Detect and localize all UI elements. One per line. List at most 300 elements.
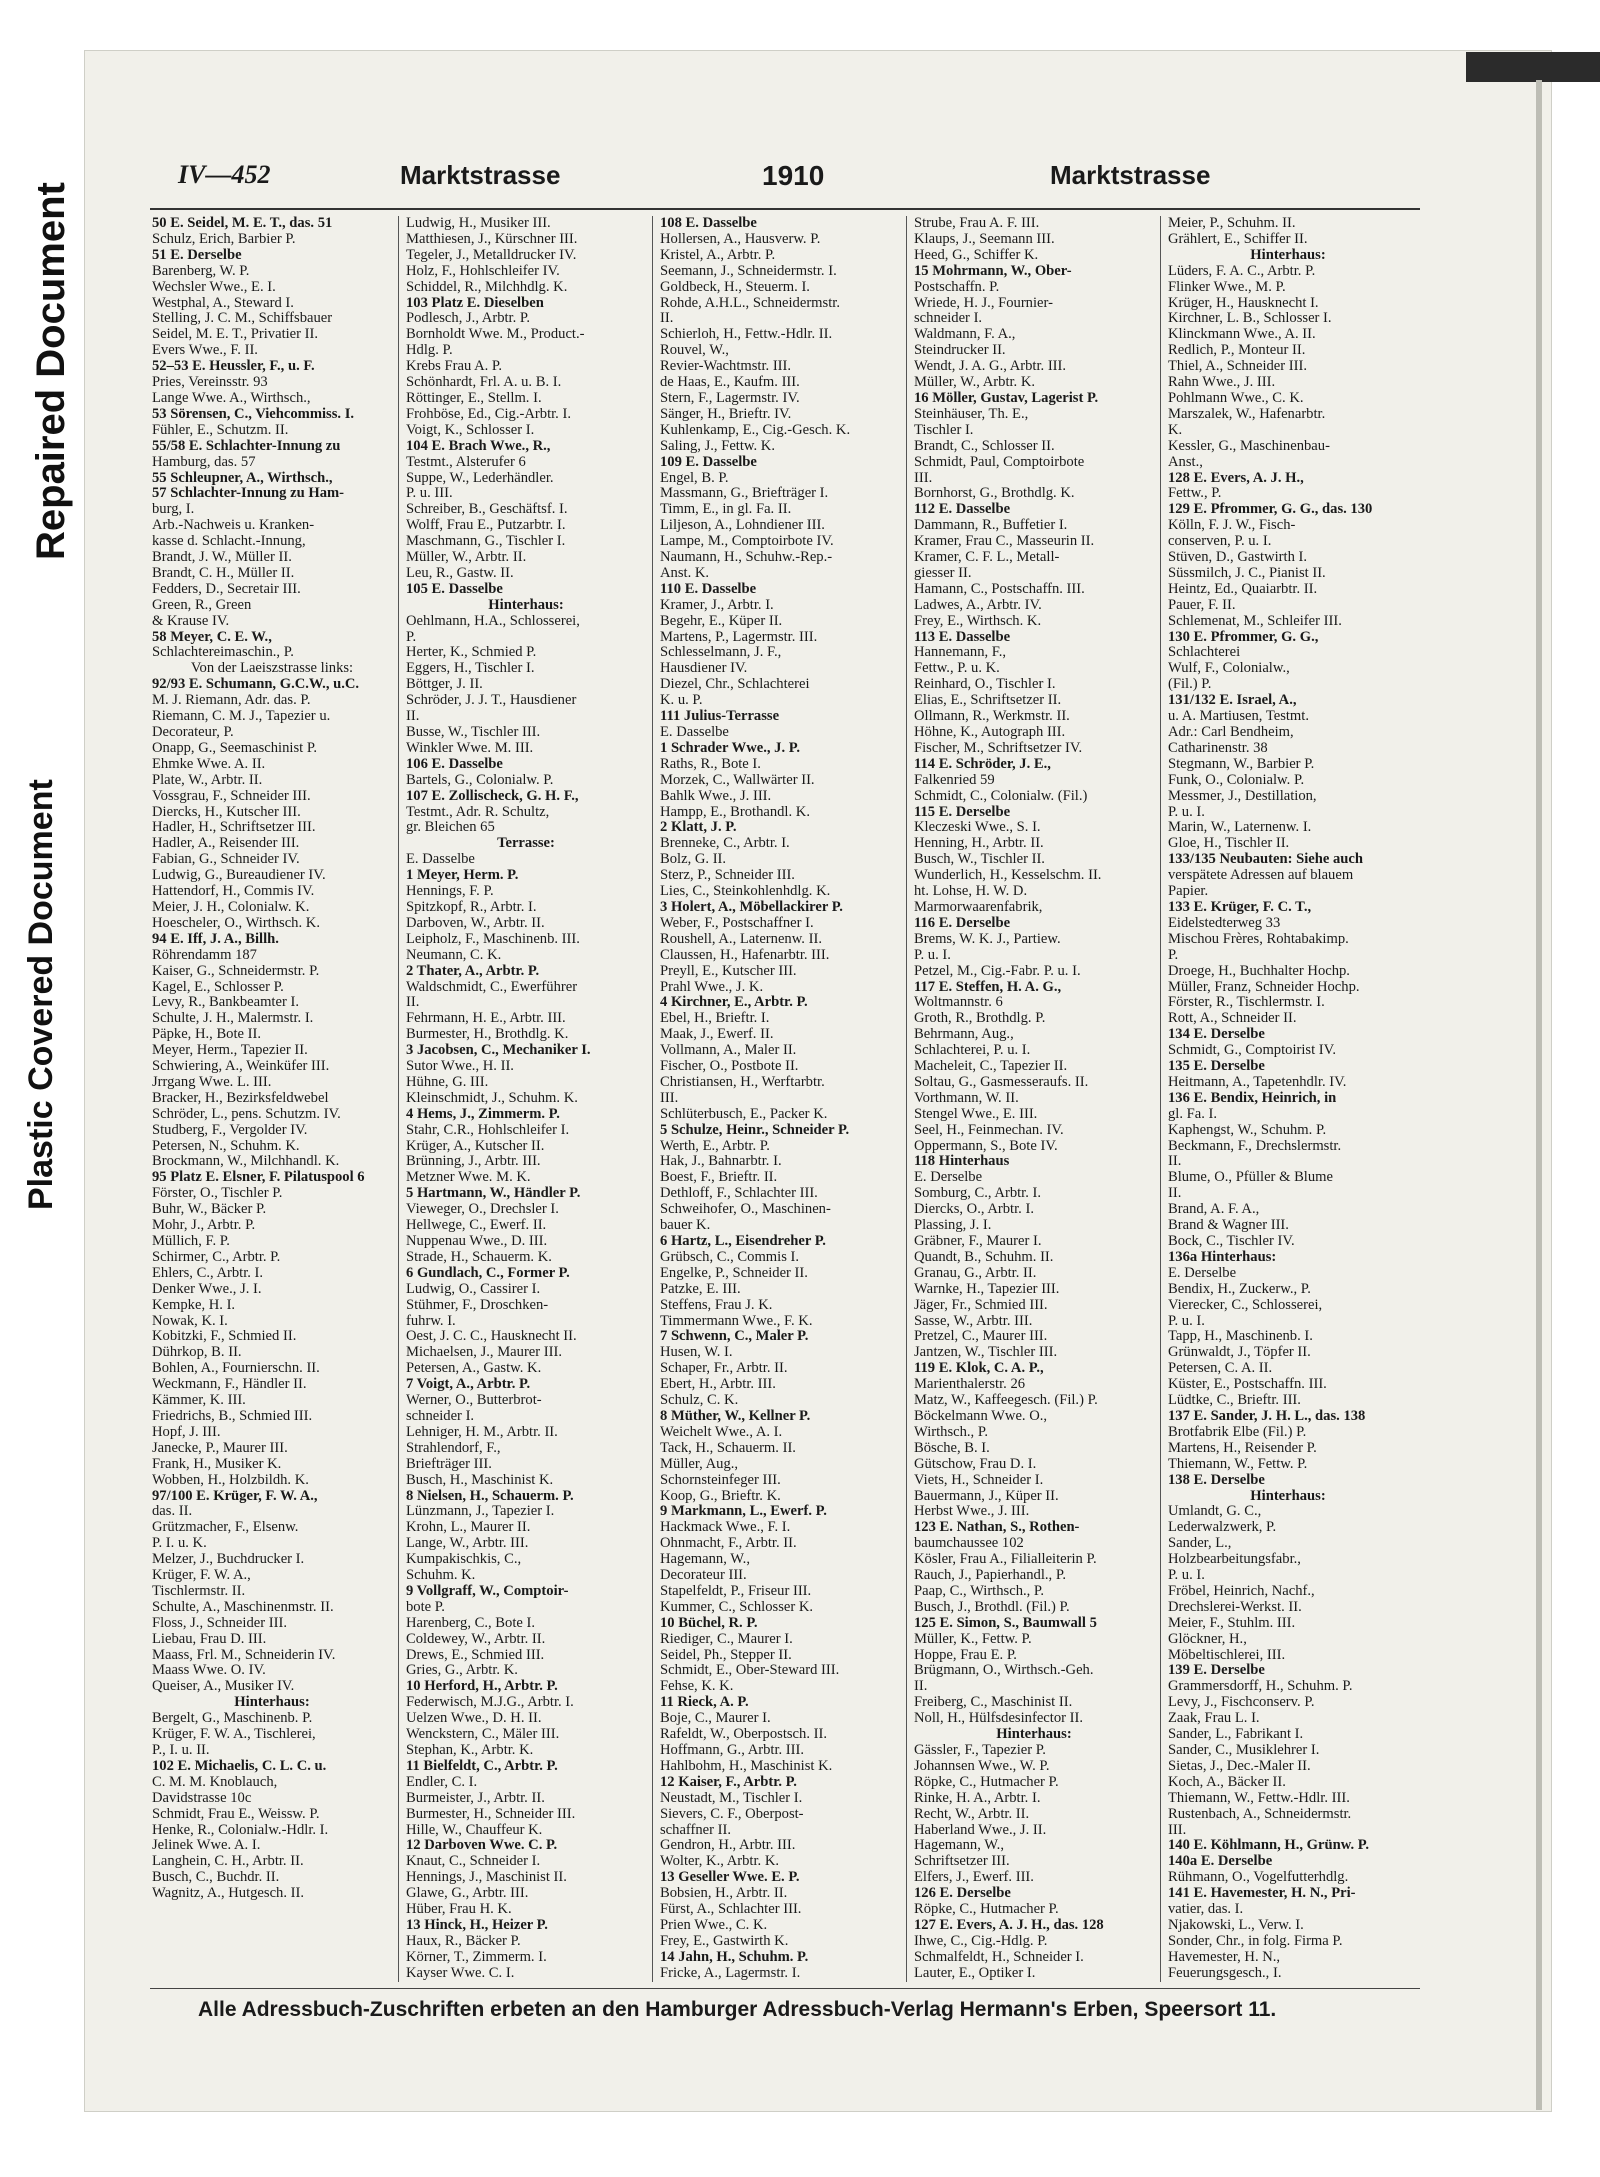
directory-entry: Janecke, P., Maurer III. <box>152 1440 288 1456</box>
directory-entry: Spitzkopf, R., Arbtr. I. <box>406 899 537 915</box>
directory-entry: 129 E. Pfrommer, G. G., das. 130 <box>1168 502 1373 518</box>
directory-entry: vatier, das. I. <box>1168 1902 1244 1918</box>
directory-entry: Feuerungsgesch., I. <box>1168 1965 1282 1981</box>
directory-entry: Röhrendamm 187 <box>152 947 257 963</box>
directory-entry: P. I. u. K. <box>152 1536 207 1552</box>
directory-entry: 107 E. Zollischeck, G. H. F., <box>406 788 579 804</box>
directory-entry: 53 Sörensen, C., Viehcommiss. I. <box>152 406 355 422</box>
directory-entry: Bendix, H., Zuckerw., P. <box>1168 1281 1311 1297</box>
directory-entry: Pauer, F. II. <box>1168 597 1236 613</box>
directory-entry: Ludwig, G., Bureaudiener IV. <box>152 868 326 884</box>
directory-entry: Vorthmann, W. II. <box>914 1090 1019 1106</box>
directory-entry: 3 Jacobsen, C., Mechaniker I. <box>406 1043 591 1059</box>
directory-entry: Krüger, F. W. A., <box>152 1568 251 1584</box>
directory-entry: 6 Hartz, L., Eisendreher P. <box>660 1234 826 1249</box>
directory-entry: Funk, O., Colonialw. P. <box>1168 772 1305 788</box>
scan-edge-line <box>1536 80 1542 2110</box>
directory-entry: u. A. Martiusen, Testmt. <box>1168 709 1309 725</box>
directory-entry: III. <box>914 470 933 486</box>
directory-entry: 102 E. Michaelis, C. L. C. u. <box>152 1758 327 1774</box>
directory-entry: Süssmilch, J. C., Pianist II. <box>1168 565 1326 581</box>
directory-entry: Strube, Frau A. F. III. <box>914 216 1040 231</box>
directory-entry: Brand & Wagner III. <box>1168 1218 1289 1234</box>
directory-entry: Decorateur, P. <box>152 725 234 740</box>
directory-entry: Heitmann, A., Tapetenhdlr. IV. <box>1168 1074 1347 1090</box>
directory-entry: Förster, O., Tischler P. <box>152 1186 283 1202</box>
directory-entry: Ludwig, H., Musiker III. <box>406 216 551 231</box>
directory-entry: Ebert, H., Arbtr. III. <box>660 1377 776 1393</box>
directory-entry: Metzner Wwe. M. K. <box>406 1170 531 1186</box>
directory-entry: 109 E. Dasselbe <box>660 454 757 470</box>
directory-entry: Diercks, H., Kutscher III. <box>152 804 301 820</box>
directory-entry: 140 E. Köhlmann, H., Grünw. P. <box>1168 1838 1369 1854</box>
directory-entry: 111 Julius-Terrasse <box>660 709 780 725</box>
directory-entry: Pohlmann Wwe., C. K. <box>1168 390 1304 406</box>
directory-entry: 1 Meyer, Herm. P. <box>406 868 519 884</box>
directory-entry: Kramer, Frau C., Masseurin II. <box>914 534 1095 550</box>
directory-entry: Wriede, H. J., Fournier- <box>914 295 1053 311</box>
directory-entry: 116 E. Derselbe <box>914 915 1011 931</box>
directory-entry: Wolff, Frau E., Putzarbtr. I. <box>406 518 566 534</box>
directory-entry: Rafeldt, W., Oberpostsch. II. <box>660 1727 827 1743</box>
directory-entry: II. <box>660 311 674 327</box>
directory-entry: Schlachtereimaschin., P. <box>152 645 294 661</box>
directory-columns <box>152 216 1424 1982</box>
directory-entry: Bock, C., Tischler IV. <box>1168 1234 1295 1249</box>
directory-entry: bauer K. <box>660 1218 711 1234</box>
directory-entry: Somburg, C., Arbtr. I. <box>914 1186 1042 1202</box>
directory-entry: Massmann, G., Briefträger I. <box>660 486 829 502</box>
directory-entry: Sutor Wwe., H. II. <box>406 1059 514 1075</box>
directory-entry: 2 Thater, A., Arbtr. P. <box>406 963 540 979</box>
directory-entry: giesser II. <box>914 565 972 581</box>
directory-entry: Schulz, C. K. <box>660 1393 739 1409</box>
directory-entry: 104 E. Brach Wwe., R., <box>406 438 551 454</box>
directory-entry: Floss, J., Schneider III. <box>152 1615 287 1631</box>
directory-entry: Sander, L., <box>1168 1536 1232 1552</box>
directory-entry: Plate, W., Arbtr. II. <box>152 772 263 788</box>
directory-entry: Röttinger, E., Stellm. I. <box>406 390 542 406</box>
directory-entry: Darboven, W., Arbtr. II. <box>406 915 545 931</box>
directory-entry: Fischer, O., Postbote II. <box>660 1059 799 1075</box>
directory-entry: Rohde, A.H.L., Schneidermstr. <box>660 295 840 311</box>
directory-entry: 5 Hartmann, W., Händler P. <box>406 1186 581 1202</box>
directory-entry: Rühmann, O., Vogelfutterhdlg. <box>1168 1870 1349 1886</box>
directory-entry: burg, I. <box>152 502 195 518</box>
directory-entry: Warnke, H., Tapezier III. <box>914 1281 1060 1297</box>
directory-entry: Wirthsch., P. <box>914 1424 989 1440</box>
directory-entry: Müller, W., Arbtr. K. <box>914 375 1036 391</box>
directory-entry: Stühmer, F., Droschken- <box>406 1297 549 1313</box>
column-1 <box>152 216 392 1982</box>
directory-entry: Herter, K., Schmied P. <box>406 645 537 661</box>
directory-entry: Hoppe, Frau E. P. <box>914 1647 1017 1663</box>
directory-entry: Koop, G., Brieftr. K. <box>660 1488 781 1504</box>
directory-entry: 103 Platz E. Dieselben <box>406 295 544 311</box>
directory-entry: Lauter, E., Optiker I. <box>914 1965 1036 1981</box>
directory-entry: Förster, R., Tischlermstr. I. <box>1168 995 1325 1011</box>
directory-entry: 7 Schwenn, C., Maler P. <box>660 1329 809 1345</box>
directory-entry: Lange Wwe. A., Wirthsch., <box>152 390 311 406</box>
directory-entry: Schweihofer, O., Maschinen- <box>660 1202 831 1218</box>
directory-entry: Frey, E., Gastwirth K. <box>660 1933 789 1949</box>
street-name-left: Marktstrasse <box>400 160 561 190</box>
directory-entry: Hennings, J., Maschinist II. <box>406 1870 567 1886</box>
directory-entry: Hinterhaus: <box>1250 1488 1326 1504</box>
directory-entry: schneider I. <box>406 1408 475 1424</box>
directory-entry: Möbeltischlerei, III. <box>1168 1647 1286 1663</box>
directory-entry: Brotfabrik Elbe (Fil.) P. <box>1168 1424 1307 1440</box>
directory-entry: Wendt, J. A. G., Arbtr. III. <box>914 359 1067 375</box>
directory-entry: Schlemenat, M., Schleifer III. <box>1168 613 1342 629</box>
directory-entry: Timmermann Wwe., F. K. <box>660 1313 813 1329</box>
directory-entry: Brandt, C., Schlosser II. <box>914 438 1055 454</box>
directory-entry: Hagemann, W., <box>914 1838 1004 1854</box>
directory-entry: Gräbner, F., Maurer I. <box>914 1234 1042 1249</box>
directory-entry: E. Derselbe <box>1168 1265 1237 1281</box>
directory-entry: 11 Bielfeldt, C., Arbtr. P. <box>406 1758 558 1774</box>
directory-entry: II. <box>1168 1154 1182 1170</box>
directory-entry: C. M. M. Knoblauch, <box>152 1774 278 1790</box>
directory-entry: Hopf, J. III. <box>152 1424 221 1440</box>
directory-entry: Müller, Franz, Schneider Hochp. <box>1168 979 1360 995</box>
directory-entry: Schmidt, Frau E., Weissw. P. <box>152 1806 320 1822</box>
directory-entry: Busch, C., Buchdr. II. <box>152 1870 280 1886</box>
directory-entry: 8 Müther, W., Kellner P. <box>660 1408 811 1424</box>
directory-entry: Strade, H., Schauerm. K. <box>406 1249 552 1265</box>
directory-entry: Naumann, H., Schuhw.-Rep.- <box>660 550 833 566</box>
directory-entry: Seidel, M. E. T., Privatier II. <box>152 327 319 343</box>
directory-entry: Anst., <box>1168 454 1203 470</box>
directory-entry: P. u. I. <box>1168 1568 1205 1584</box>
page-header <box>178 160 1428 194</box>
directory-entry: Fühler, E., Schutzm. II. <box>152 422 289 438</box>
directory-entry: Brünning, J., Arbtr. III. <box>406 1154 541 1170</box>
directory-entry: Schröder, J. J. T., Hausdiener <box>406 693 577 709</box>
directory-entry: P. u. I. <box>914 947 951 963</box>
directory-entry: schneider I. <box>914 311 983 327</box>
directory-entry: 118 Hinterhaus <box>914 1154 1010 1170</box>
directory-entry: Testmt., Adr. R. Schultz, <box>406 804 550 820</box>
directory-entry: 52–53 E. Heussler, F., u. F. <box>152 359 315 375</box>
directory-entry: 10 Büchel, R. P. <box>660 1615 758 1631</box>
directory-entry: Lüdtke, C., Brieftr. III. <box>1168 1393 1301 1409</box>
column-divider <box>652 216 653 1982</box>
directory-entry: Langhein, C. H., Arbtr. II. <box>152 1854 304 1870</box>
directory-entry: K. <box>1168 422 1183 438</box>
directory-entry: Blume, O., Pfüller & Blume <box>1168 1170 1333 1186</box>
scan-edge-bar <box>1466 52 1600 82</box>
directory-entry: Groth, R., Brothdlg. P. <box>914 1011 1046 1027</box>
directory-entry: Wechsler Wwe., E. I. <box>152 279 276 295</box>
column-5 <box>1168 216 1408 1982</box>
directory-entry: Elias, E., Schriftsetzer II. <box>914 693 1062 709</box>
directory-entry: de Haas, E., Kaufm. III. <box>660 375 800 391</box>
directory-entry: Henning, H., Arbtr. II. <box>914 836 1044 852</box>
directory-entry: III. <box>660 1090 679 1106</box>
directory-entry: Jrrgang Wwe. L. III. <box>152 1074 272 1090</box>
directory-entry: III. <box>1168 1822 1187 1838</box>
directory-entry: Liebau, Frau D. III. <box>152 1631 267 1647</box>
directory-entry: Seidel, Ph., Stepper II. <box>660 1647 792 1663</box>
directory-entry: Lies, C., Steinkohlenhdlg. K. <box>660 884 831 900</box>
directory-entry: Stegmann, W., Barbier P. <box>1168 756 1315 772</box>
directory-entry: Haberland Wwe., J. II. <box>914 1822 1047 1838</box>
directory-entry: Reinhard, O., Tischler I. <box>914 677 1056 693</box>
directory-entry: Röpke, C., Hutmacher P. <box>914 1902 1059 1918</box>
directory-entry: 110 E. Dasselbe <box>660 581 757 597</box>
directory-entry: Kaiser, G., Schneidermstr. P. <box>152 963 320 979</box>
directory-entry: 55 Schleupner, A., Wirthsch., <box>152 470 333 486</box>
directory-entry: Harenberg, C., Bote I. <box>406 1615 536 1631</box>
directory-entry: Petersen, N., Schuhm. K. <box>152 1138 300 1154</box>
directory-entry: P. u. I. <box>1168 804 1205 820</box>
directory-entry: Kleinschmidt, J., Schuhm. K. <box>406 1090 578 1106</box>
directory-entry: Wunderlich, H., Kesselschm. II. <box>914 868 1102 884</box>
directory-entry: Stern, F., Lagermstr. IV. <box>660 390 800 406</box>
directory-entry: 12 Kaiser, F., Arbtr. P. <box>660 1774 797 1790</box>
directory-entry: verspätete Adressen auf blauem <box>1168 868 1354 884</box>
directory-entry: Schmidt, Paul, Comptoirbote <box>914 454 1085 470</box>
directory-entry: Maschmann, G., Tischler I. <box>406 534 566 550</box>
directory-entry: Rauch, J., Papierhandl., P. <box>914 1568 1067 1584</box>
directory-entry: 141 E. Havemester, H. N., Pri- <box>1168 1886 1356 1902</box>
directory-entry: Von der Laeiszstrasse links: <box>190 661 354 677</box>
directory-entry: 16 Möller, Gustav, Lagerist P. <box>914 390 1099 406</box>
directory-entry: Rouvel, W., <box>660 343 729 359</box>
directory-entry: Hüber, Frau H. K. <box>406 1902 512 1918</box>
directory-entry: Hinterhaus: <box>234 1695 310 1711</box>
directory-entry: Schmidt, E., Ober-Steward III. <box>660 1663 840 1679</box>
directory-entry: Hannemann, F., <box>914 645 1007 661</box>
directory-entry: Kösler, Frau A., Filialleiterin P. <box>914 1552 1097 1568</box>
directory-entry: Kramer, C. F. L., Metall- <box>914 550 1060 566</box>
directory-entry: Leipholz, F., Maschinenb. III. <box>406 931 580 947</box>
directory-entry: Hdlg. P. <box>406 343 453 359</box>
directory-entry: Lünzmann, J., Tapezier I. <box>406 1504 555 1520</box>
directory-entry: Prahl Wwe., J. K. <box>660 979 764 995</box>
directory-entry: 139 E. Derselbe <box>1168 1663 1265 1679</box>
directory-entry: Körner, T., Zimmerm. I. <box>406 1949 547 1965</box>
directory-entry: Maass Wwe. O. IV. <box>152 1663 266 1679</box>
directory-entry: 128 E. Evers, A. J. H., <box>1168 470 1304 486</box>
directory-entry: Kobitzki, F., Schmied II. <box>152 1329 297 1345</box>
directory-entry: Heintz, Ed., Quaiarbtr. II. <box>1168 581 1318 597</box>
directory-entry: 15 Mohrmann, W., Ober- <box>914 263 1072 279</box>
directory-entry: Fürst, A., Schlachter III. <box>660 1902 802 1918</box>
directory-entry: Lampe, M., Comptoirbote IV. <box>660 534 834 550</box>
directory-entry: Hennings, F. P. <box>406 884 494 900</box>
directory-entry: Eggers, H., Tischler I. <box>406 661 535 677</box>
directory-entry: 14 Jahn, H., Schuhm. P. <box>660 1949 809 1965</box>
directory-entry: Müllich, F. P. <box>152 1234 230 1249</box>
directory-entry: Schulte, J. H., Malermstr. I. <box>152 1011 314 1027</box>
directory-entry: Suppe, W., Lederhändler. <box>406 470 554 486</box>
directory-entry: Onapp, G., Seemaschinist P. <box>152 740 317 756</box>
directory-entry: Quandt, B., Schuhm. II. <box>914 1249 1054 1265</box>
directory-entry: Schornsteinfeger III. <box>660 1472 781 1488</box>
directory-entry: schaffner II. <box>660 1822 732 1838</box>
directory-entry: Pretzel, C., Maurer III. <box>914 1329 1048 1345</box>
directory-entry: Müller, K., Fettw. P. <box>914 1631 1032 1647</box>
directory-entry: Green, R., Green <box>152 597 252 613</box>
directory-entry: Hamburg, das. 57 <box>152 454 256 470</box>
directory-entry: Maass, Frl. M., Schneiderin IV. <box>152 1647 336 1663</box>
directory-entry: Terrasse: <box>497 836 555 852</box>
directory-entry: Frey, E., Wirthsch. K. <box>914 613 1042 629</box>
directory-entry: Gries, G., Arbtr. K. <box>406 1663 518 1679</box>
directory-entry: Studberg, F., Vergolder IV. <box>152 1122 308 1138</box>
directory-entry: Lüders, F. A. C., Arbtr. P. <box>1168 263 1316 279</box>
directory-entry: Frank, H., Musiker K. <box>152 1456 282 1472</box>
directory-entry: Brand, A. F. A., <box>1168 1202 1260 1218</box>
directory-entry: Schlachterei <box>1168 645 1241 661</box>
footer-notice: Alle Adressbuch-Zuschriften erbeten an den Hamburger Adressbuch-Verlag Hermann's Erben, Speersort 11. <box>198 1998 1277 2021</box>
directory-entry: 127 E. Evers, A. J. H., das. 128 <box>914 1917 1104 1933</box>
directory-entry: Krüger, H., Hausknecht I. <box>1168 295 1319 311</box>
directory-entry: Matz, W., Kaffeegesch. (Fil.) P. <box>914 1393 1098 1409</box>
directory-entry: Mischou Frères, Rohtabakimp. <box>1168 931 1349 947</box>
directory-entry: 115 E. Derselbe <box>914 804 1011 820</box>
directory-entry: Tegeler, J., Metalldrucker IV. <box>406 247 577 263</box>
directory-entry: Krüger, F. W. A., Tischlerei, <box>152 1727 316 1743</box>
directory-entry: Jäger, Fr., Schmied III. <box>914 1297 1048 1313</box>
directory-entry: Bahlk Wwe., J. III. <box>660 788 772 804</box>
directory-entry: Schulz, Erich, Barbier P. <box>152 231 296 247</box>
directory-entry: Fehse, K. K. <box>660 1679 734 1695</box>
directory-entry: Thiemann, W., Fettw.-Hdlr. III. <box>1168 1790 1350 1806</box>
directory-entry: Elfers, J., Ewerf. III. <box>914 1870 1034 1886</box>
directory-entry: Noll, H., Hülfsdesinfector II. <box>914 1711 1084 1727</box>
directory-entry: Johannsen Wwe., W. P. <box>914 1758 1050 1774</box>
directory-entry: 97/100 E. Krüger, F. W. A., <box>152 1488 318 1504</box>
directory-entry: Sonder, Chr., in folg. Firma P. <box>1168 1933 1343 1949</box>
directory-entry: Bolz, G. II. <box>660 852 727 868</box>
directory-entry: Leu, R., Gastw. II. <box>406 565 514 581</box>
directory-entry: Ludwig, O., Cassirer I. <box>406 1281 541 1297</box>
directory-entry: Granau, G., Arbtr. II. <box>914 1265 1037 1281</box>
directory-entry: Catharinenstr. 38 <box>1168 740 1268 756</box>
directory-entry: Holzbearbeitungsfabr., <box>1168 1552 1301 1568</box>
directory-entry: Meier, F., Stuhlm. III. <box>1168 1615 1296 1631</box>
directory-entry: Müller, Aug., <box>660 1456 739 1472</box>
directory-entry: Brandt, J. W., Müller II. <box>152 550 292 566</box>
directory-entry: Hattendorf, H., Commis IV. <box>152 884 315 900</box>
directory-entry: M. J. Riemann, Adr. das. P. <box>152 693 311 709</box>
directory-entry: Brandt, C. H., Müller II. <box>152 565 295 581</box>
directory-entry: Bracker, H., Bezirksfeldwebel <box>152 1090 329 1106</box>
directory-entry: Steinhäuser, Th. E., <box>914 406 1029 422</box>
directory-entry: Grünwaldt, J., Töpfer II. <box>1168 1345 1311 1361</box>
directory-entry: ht. Lohse, H. W. D. <box>914 884 1028 900</box>
directory-entry: Engelke, P., Schneider II. <box>660 1265 808 1281</box>
directory-entry: Sterz, P., Schneider III. <box>660 868 795 884</box>
directory-entry: Petzel, M., Cig.-Fabr. P. u. I. <box>914 963 1081 979</box>
directory-entry: Bornhorst, G., Brothdlg. K. <box>914 486 1075 502</box>
page-number: IV—452 <box>178 160 271 189</box>
directory-entry: Böckelmann Wwe. O., <box>914 1408 1048 1424</box>
directory-entry: 3 Holert, A., Möbellackirer P. <box>660 899 843 915</box>
footer-rule <box>150 1988 1420 1989</box>
directory-entry: Buhr, W., Bäcker P. <box>152 1202 267 1218</box>
directory-entry: 8 Nielsen, H., Schauerm. P. <box>406 1488 574 1504</box>
directory-entry: Prien Wwe., C. K. <box>660 1917 768 1933</box>
directory-entry: Böttger, J. II. <box>406 677 483 693</box>
directory-entry: das. II. <box>152 1504 193 1520</box>
directory-entry: Petersen, C. A. II. <box>1168 1361 1273 1377</box>
directory-entry: Papier. <box>1168 884 1209 900</box>
directory-entry: Timm, E., in gl. Fa. II. <box>660 502 792 518</box>
directory-entry: Liljeson, A., Lohndiener III. <box>660 518 825 534</box>
directory-entry: Nowak, K. I. <box>152 1313 228 1329</box>
directory-entry: Bobsien, H., Arbtr. II. <box>660 1886 788 1902</box>
directory-entry: Sänger, H., Brieftr. IV. <box>660 406 792 422</box>
directory-entry: Saling, J., Fettw. K. <box>660 438 775 454</box>
directory-entry: Thiel, A., Schneider III. <box>1168 359 1308 375</box>
directory-entry: Kramer, J., Arbtr. I. <box>660 597 774 613</box>
directory-entry: 130 E. Pfrommer, G. G., <box>1168 629 1319 645</box>
directory-entry: Engel, B. P. <box>660 470 729 486</box>
directory-entry: 2 Klatt, J. P. <box>660 820 737 836</box>
directory-entry: Freiberg, C., Maschinist II. <box>914 1695 1073 1711</box>
directory-entry: Melzer, J., Buchdrucker I. <box>152 1552 305 1568</box>
directory-entry: Bartels, G., Colonialw. P. <box>406 772 554 788</box>
directory-entry: Davidstrasse 10c <box>152 1790 252 1806</box>
directory-entry: 106 E. Dasselbe <box>406 756 503 772</box>
directory-entry: Henke, R., Colonialw.-Hdlr. I. <box>152 1822 329 1838</box>
directory-entry: Fischer, M., Schriftsetzer IV. <box>914 740 1083 756</box>
directory-entry: 55/58 E. Schlachter-Innung zu <box>152 438 341 454</box>
directory-entry: Christiansen, H., Werftarbtr. <box>660 1074 825 1090</box>
directory-entry: II. <box>914 1679 928 1695</box>
directory-entry: Friedrichs, B., Schmied III. <box>152 1408 313 1424</box>
directory-entry: Woltmannstr. 6 <box>914 995 1003 1011</box>
directory-entry: Vollmann, A., Maler II. <box>660 1043 797 1059</box>
directory-entry: 136a Hinterhaus: <box>1168 1249 1277 1265</box>
directory-entry: 134 E. Derselbe <box>1168 1027 1265 1043</box>
directory-entry: Wulf, F., Colonialw., <box>1168 661 1290 677</box>
directory-entry: Schröder, L., pens. Schutzm. IV. <box>152 1106 341 1122</box>
column-divider <box>1160 216 1161 1982</box>
directory-entry: Michaelsen, J., Maurer III. <box>406 1345 563 1361</box>
directory-entry: Redlich, P., Monteur II. <box>1168 343 1306 359</box>
directory-entry: Testmt., Alsterufer 6 <box>406 454 526 470</box>
directory-entry: E. Dasselbe <box>406 852 475 868</box>
directory-entry: Rott, A., Schneider II. <box>1168 1011 1297 1027</box>
directory-entry: Burmester, H., Schneider III. <box>406 1806 576 1822</box>
directory-entry: Denker Wwe., J. I. <box>152 1281 262 1297</box>
directory-entry: Wolter, K., Arbtr. K. <box>660 1854 780 1870</box>
directory-entry: Dethloff, F., Schlachter III. <box>660 1186 818 1202</box>
directory-entry: Fehrmann, H. E., Arbtr. III. <box>406 1011 566 1027</box>
directory-entry: Grählert, E., Schiffer II. <box>1168 231 1308 247</box>
directory-entry: Morzek, C., Wallwärter II. <box>660 772 815 788</box>
directory-entry: Decorateur III. <box>660 1568 747 1584</box>
directory-entry: Schwiering, A., Weinküfer III. <box>152 1059 330 1075</box>
directory-entry: Kummer, C., Schlosser K. <box>660 1599 814 1615</box>
directory-entry: Höhne, K., Autograph III. <box>914 725 1066 740</box>
directory-entry: Hinterhaus: <box>488 597 564 613</box>
directory-entry: 6 Gundlach, C., Former P. <box>406 1265 570 1281</box>
directory-entry: Brems, W. K. J., Partiew. <box>914 931 1061 947</box>
directory-entry: Krüger, A., Kutscher II. <box>406 1138 545 1154</box>
directory-entry: 9 Markmann, L., Ewerf. P. <box>660 1504 827 1520</box>
directory-entry: Brügmann, O., Wirthsch.-Geh. <box>914 1663 1094 1679</box>
directory-entry: K. u. P. <box>660 693 703 709</box>
directory-entry: Busch, J., Brothdl. (Fil.) P. <box>914 1599 1070 1615</box>
directory-entry: Kleczeski Wwe., S. I. <box>914 820 1041 836</box>
column-2 <box>406 216 646 1982</box>
